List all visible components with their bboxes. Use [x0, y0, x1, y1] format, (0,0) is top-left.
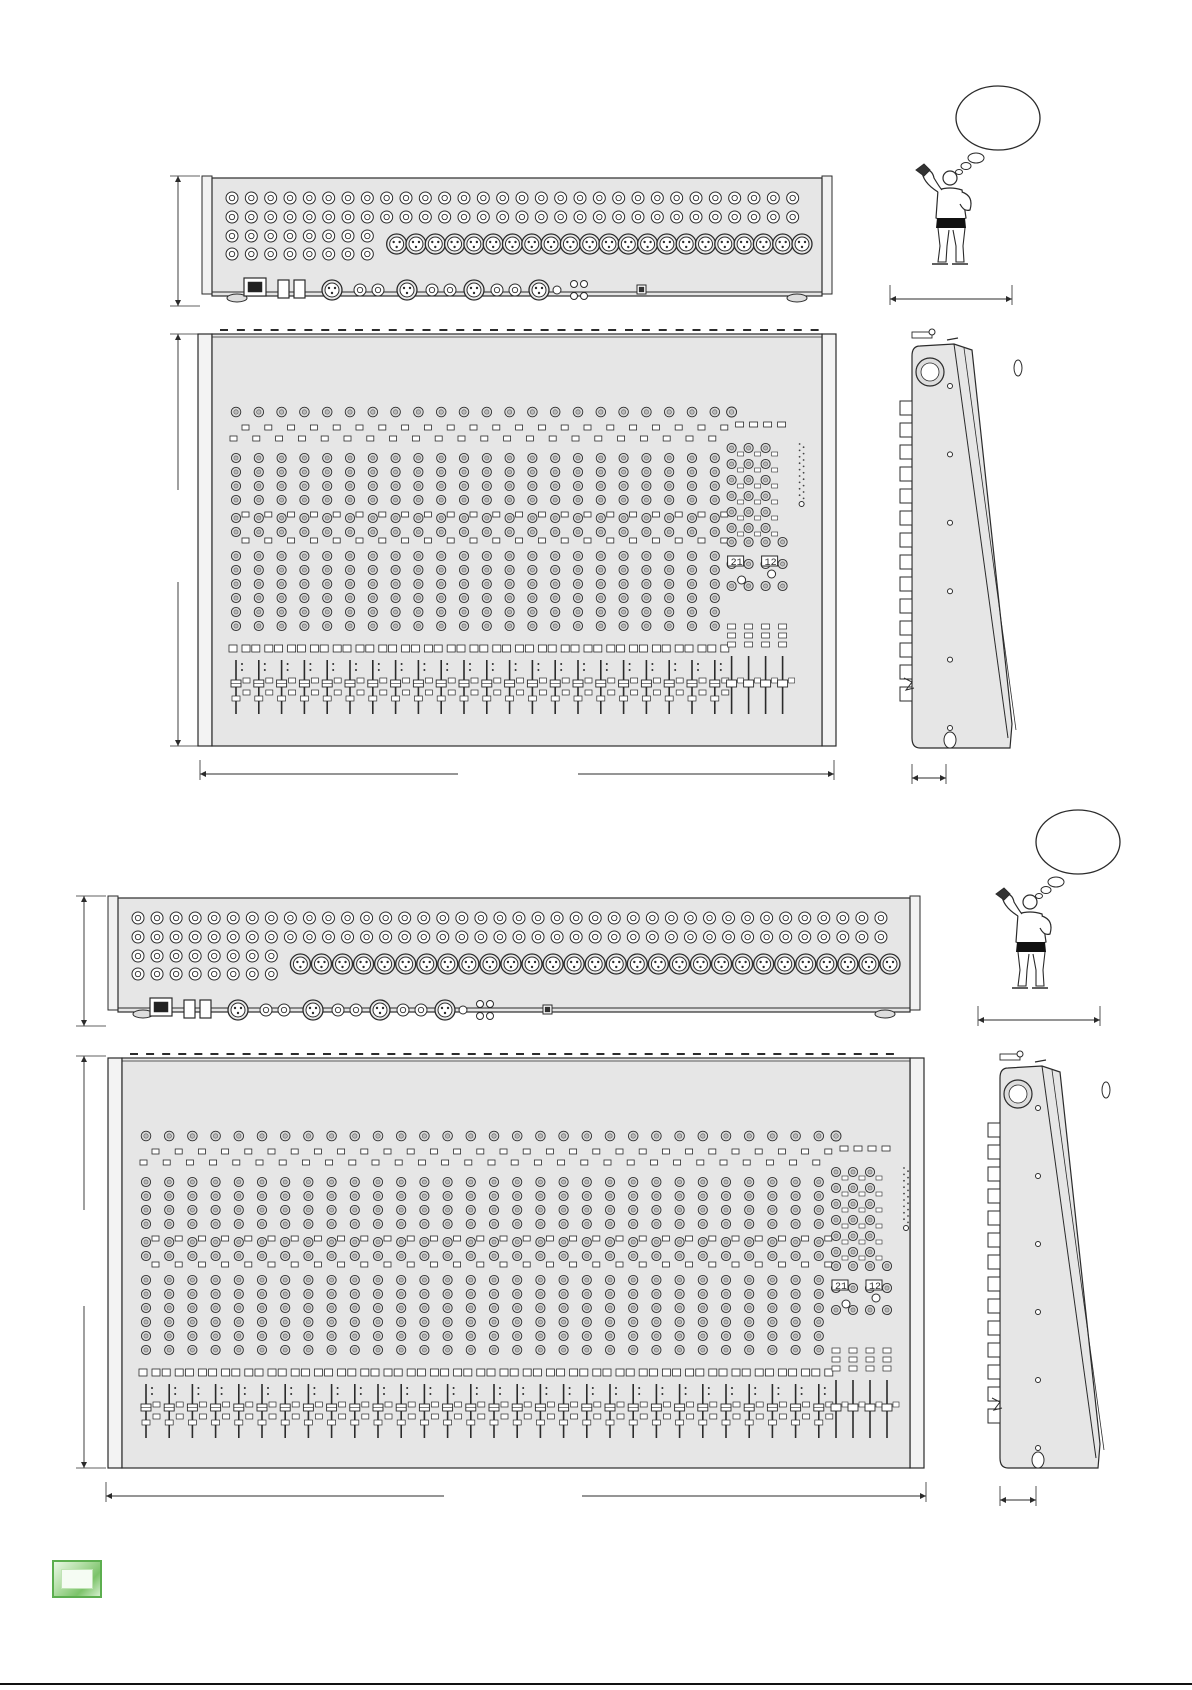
channel-display-left: 21 [730, 558, 743, 569]
channel-display-left: 21 [835, 1282, 848, 1293]
side-profile-bottom [988, 1051, 1110, 1468]
channel-display-right: 12 [869, 1282, 882, 1293]
rear-panel-top [202, 176, 832, 302]
strongman-top [916, 86, 1040, 264]
channel-display-right: 12 [764, 558, 777, 569]
thought-bubble [1036, 810, 1120, 874]
top-surface-top [198, 330, 836, 746]
thought-bubble [956, 86, 1040, 150]
rear-panel-bottom [108, 896, 920, 1020]
side-profile-top [900, 329, 1022, 748]
top-surface-bottom [108, 1054, 924, 1468]
strongman-bottom [996, 810, 1120, 988]
page-number-badge [52, 1560, 102, 1598]
